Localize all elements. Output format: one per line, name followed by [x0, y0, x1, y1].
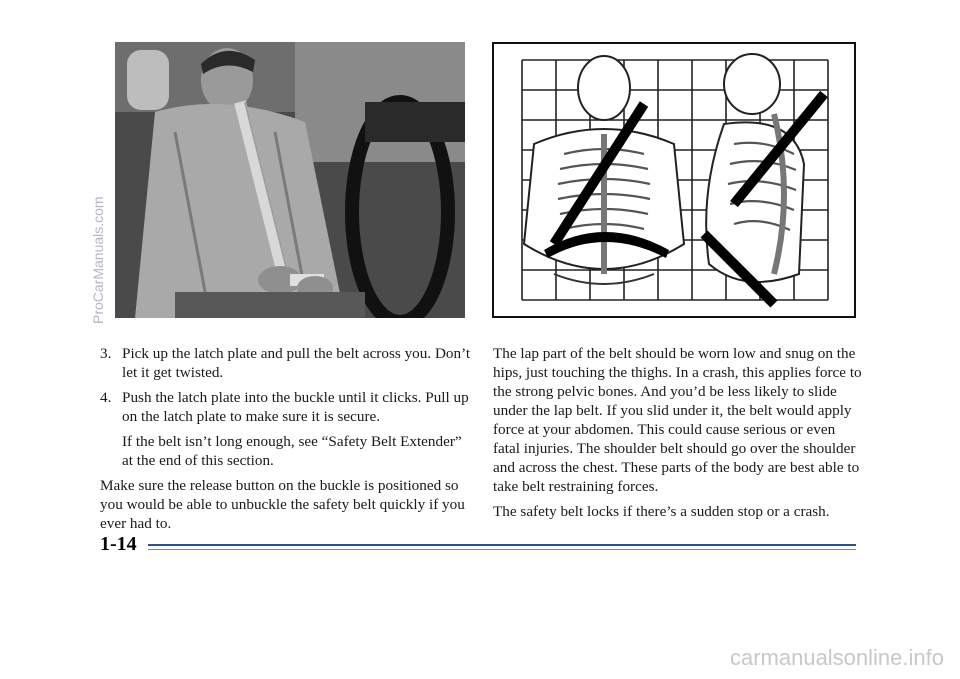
step-text: Push the latch plate into the buckle until it clicks. Pull up on the latch plate to make sure it is secure. — [122, 389, 469, 425]
belt-extender-note: If the belt isn’t long enough, see “Safety Belt Extender” at the end of this section. — [122, 433, 462, 469]
watermark-procarmanuals: ProCarManuals.com — [90, 196, 106, 324]
watermark-site: carmanualsonline.info — [729, 645, 944, 670]
photo-driver-buckling-belt — [115, 42, 465, 318]
step-3 — [100, 344, 472, 382]
lap-belt-paragraph: The lap part of the belt should be worn low and snug on the hips, just touching the thighs. In a crash, this applies force to the strong pelvic bones. And you’d be less likely to slide under the lap belt. If you slid under it, the belt would apply force at your abdomen. This could cause serious or even fatal injuries. The shoulder belt should go over the shoulder and across the chest. These parts of the body are best able to take belt restraining forces. — [493, 345, 862, 495]
left-column — [100, 344, 472, 533]
release-button-paragraph: Make sure the release button on the buckle is positioned so you would be able to unbuckle the safety belt quickly if you ever had to. — [100, 477, 465, 532]
step-number: 4. — [100, 389, 112, 406]
page-number: 1-14 — [100, 533, 137, 555]
diagram-belt-placement-skeleton — [492, 42, 856, 318]
step-text: Pick up the latch plate and pull the belt across you. Don’t let it get twisted. — [122, 345, 471, 381]
step-number: 3. — [100, 345, 112, 362]
step-4 — [100, 388, 472, 426]
footer-rule-thin — [148, 549, 856, 550]
footer-rule — [148, 544, 856, 546]
belt-locks-paragraph: The safety belt locks if there’s a sudden stop or a crash. — [493, 503, 830, 520]
right-column — [493, 344, 863, 521]
